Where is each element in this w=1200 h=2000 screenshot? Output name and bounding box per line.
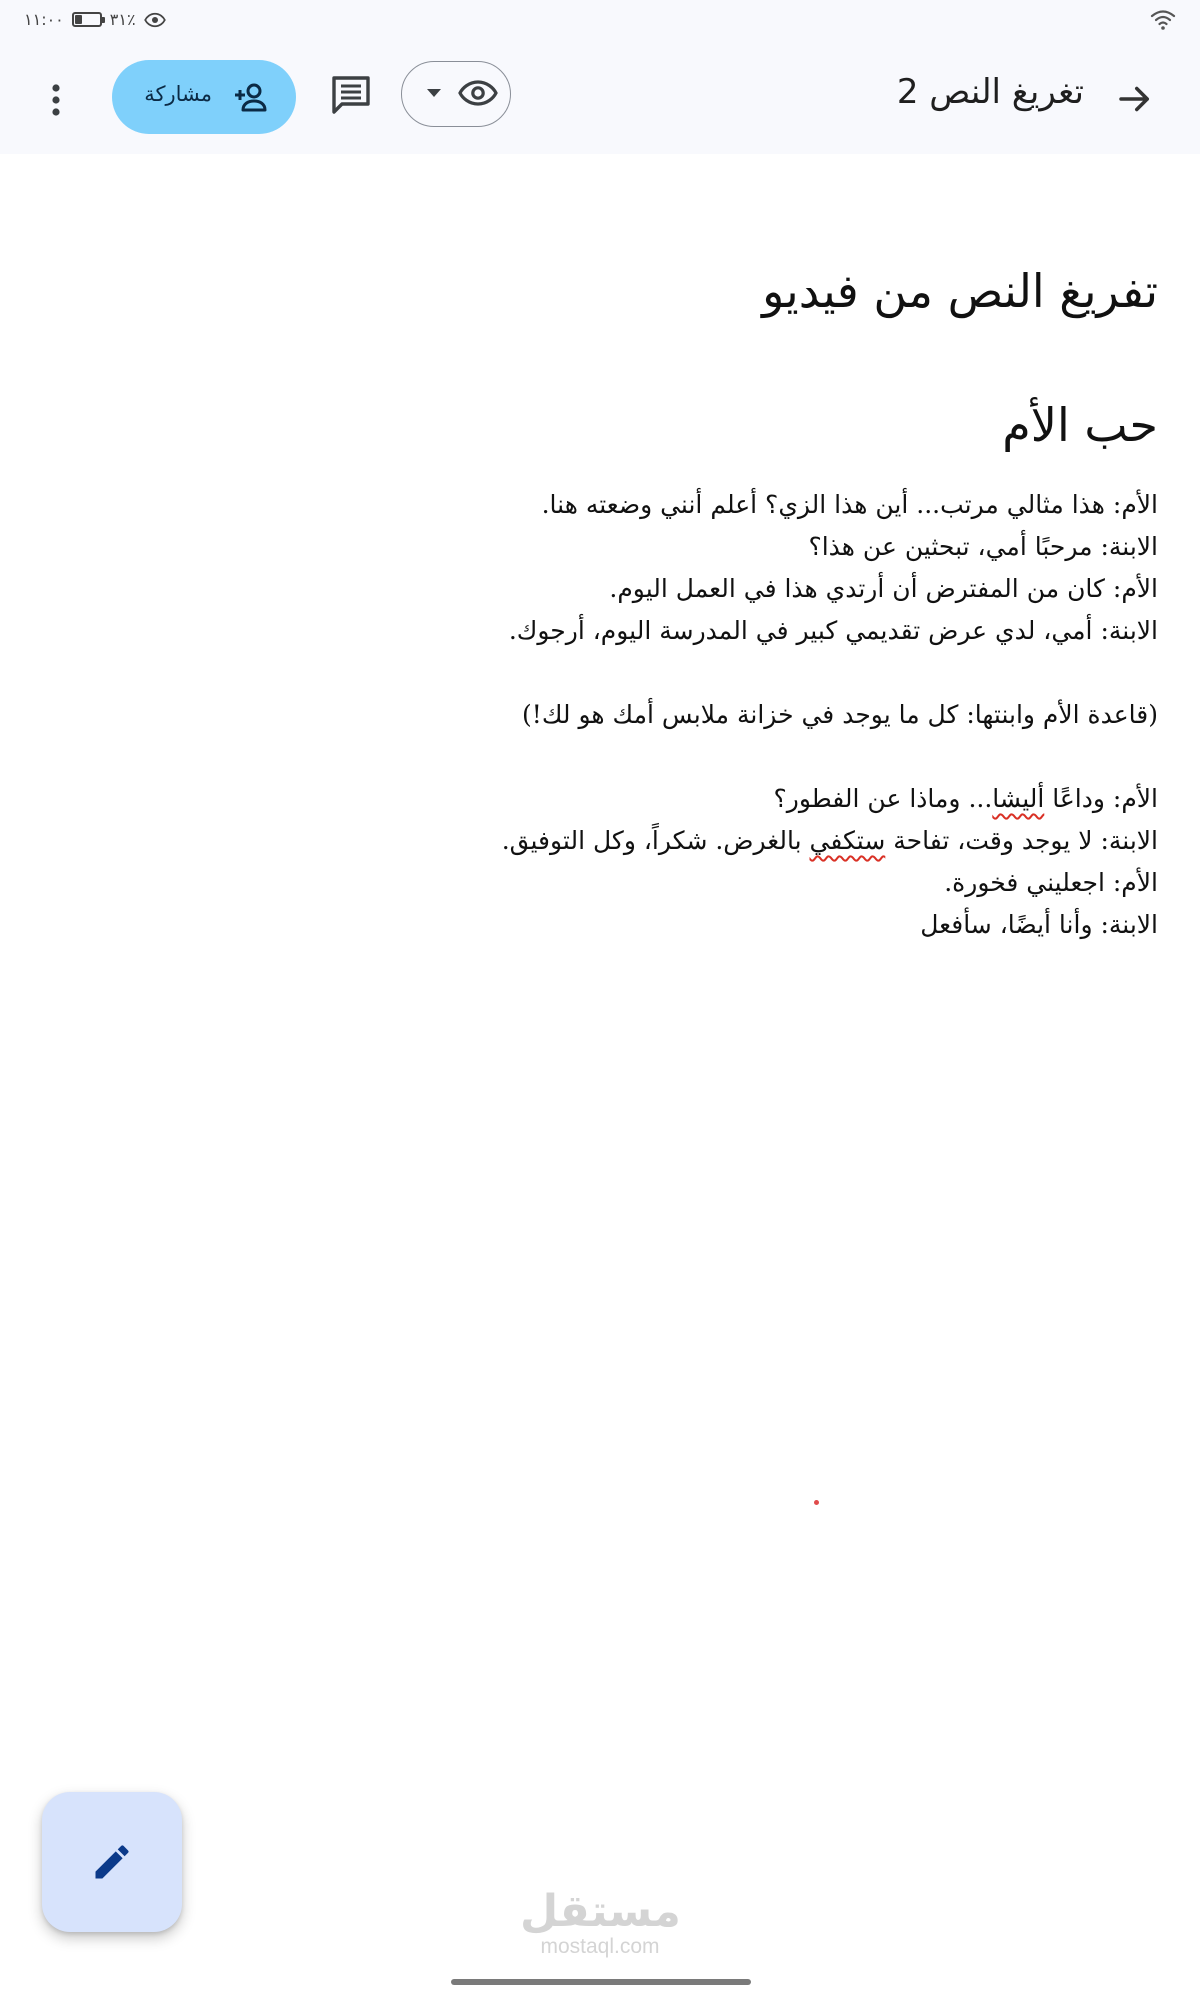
eye-icon [458, 78, 498, 108]
misspelled-word[interactable]: ستكفي [809, 826, 886, 855]
battery-fill [75, 15, 82, 24]
transcript-line [774, 784, 1158, 813]
watermark [520, 1888, 680, 1958]
transcript-line [502, 826, 1158, 855]
more-vertical-icon[interactable] [46, 80, 66, 120]
edit-fab-button[interactable] [42, 1792, 182, 1932]
transcript-line: الأم: اجعليني فخورة. [944, 868, 1158, 897]
share-button[interactable] [112, 60, 296, 134]
transcript-line: الابنة: أمي، لدي عرض تقديمي كبير في المدرسة اليوم، أرجوك. [508, 616, 1158, 645]
misspelled-word[interactable]: أليشا [992, 784, 1045, 813]
line-text: الابنة: لا يوجد وقت، تفاحة [885, 826, 1158, 855]
arrow-forward-icon[interactable] [1114, 78, 1156, 120]
watermark-arabic: مستقل [520, 1886, 681, 1937]
person-add-icon [234, 82, 268, 112]
line-text: ... وماذا عن الفطور؟ [773, 784, 993, 813]
share-label: مشاركة [144, 82, 212, 106]
toolbar [0, 44, 1200, 154]
cursor-dot [814, 1500, 819, 1505]
document-subheading: حب الأم [1002, 398, 1158, 452]
transcript-line: الأم: هذا مثالي مرتب... أين هذا الزي؟ أعلم أنني وضعته هنا. [541, 490, 1158, 519]
comment-icon[interactable] [330, 74, 372, 114]
eye-icon [144, 12, 166, 28]
status-time: ١١:٠٠ [24, 10, 64, 29]
battery-percent: ٣١٪ [109, 10, 136, 29]
watermark-latin: mostaql.com [540, 1935, 660, 1958]
battery-icon [72, 12, 102, 27]
home-indicator[interactable] [451, 1979, 751, 1985]
pencil-icon [90, 1840, 134, 1884]
line-text: بالغرض. شكراً، وكل التوفيق. [501, 826, 810, 855]
status-left [24, 10, 166, 29]
document-heading: تفريغ النص من فيديو [762, 264, 1158, 318]
caret-down-icon [426, 88, 442, 98]
line-text: الأم: وداعًا [1044, 784, 1158, 813]
transcript-line: الابنة: وأنا أيضًا، سأفعل [920, 910, 1158, 939]
wifi-icon [1150, 8, 1176, 32]
view-mode-button[interactable] [401, 61, 511, 127]
document-title[interactable]: تغريغ النص 2 [896, 72, 1084, 112]
transcript-note: (قاعدة الأم وابنتها: كل ما يوجد في خزانة ملابس أمك هو لك!) [522, 700, 1158, 729]
transcript-line: الابنة: مرحبًا أمي، تبحثين عن هذا؟ [808, 532, 1158, 561]
status-bar [0, 0, 1200, 44]
transcript-line: الأم: كان من المفترض أن أرتدي هذا في العمل اليوم. [609, 574, 1158, 603]
